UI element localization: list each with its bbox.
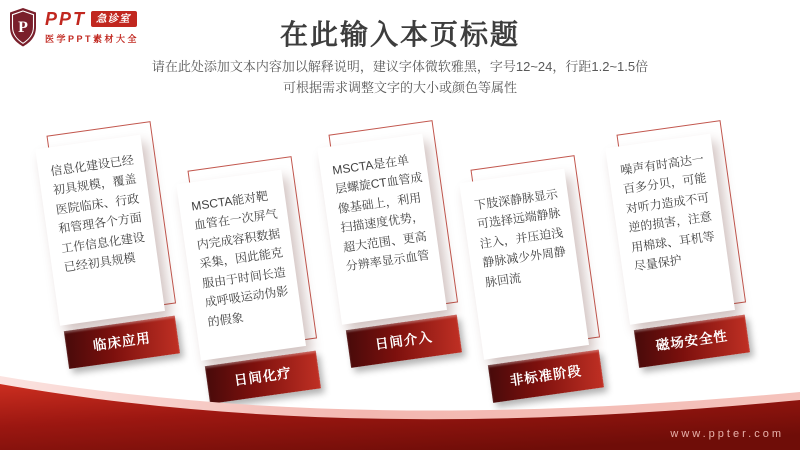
card-label: 临床应用 [64,316,180,369]
card-text: 信息化建设已经初具规模，覆盖医院临床、行政和管理各个方面工作信息化建设已经初具规模 [49,152,146,275]
card-text: MSCTA是在单层螺旋CT血管成像基础上，利用扫描速度优势，超大范围、更高分辨率显示血管 [331,152,431,274]
page-subtitle [0,57,800,99]
brand-badge: 急诊室 [91,11,137,28]
brand-name: PPT [45,9,87,29]
subtitle-line-2: 可根据需求调整文字的大小或颜色等属性 [282,79,517,95]
card-day-intervention [316,120,469,378]
card-label: 磁场安全性 [634,315,750,368]
watermark-url: www.ppter.com [670,428,784,440]
card-clinical-application [34,121,187,379]
card-label: 日间化疗 [205,351,321,404]
card-text: 噪声有时高达一百多分贝，可能对听力造成不可逆的损害，注意用棉球、耳机等尽量保护 [619,151,716,274]
subtitle-line-1: 请在此处添加文本内容加以解释说明，建议字体微软雅黑，字号12~24，行距1.2~1.5倍 [151,59,649,74]
card-label: 非标准阶段 [488,350,604,403]
shield-letter: P [18,19,28,36]
card-magnetic-safety [604,120,757,378]
card-label: 日间介入 [346,315,462,368]
page-title: 在此输入本页标题 [279,19,520,50]
brand-tagline: 医学PPT素材大全 [45,34,140,44]
card-text: MSCTA能对靶血管在一次屏气内完成容积数据采集，因此能克服由于时间长造成呼吸运动伪影的假象 [190,188,290,329]
card-text: 下肢深静脉显示可选择远端静脉注入，并压迫浅静脉减少外周静脉回流 [473,186,567,290]
